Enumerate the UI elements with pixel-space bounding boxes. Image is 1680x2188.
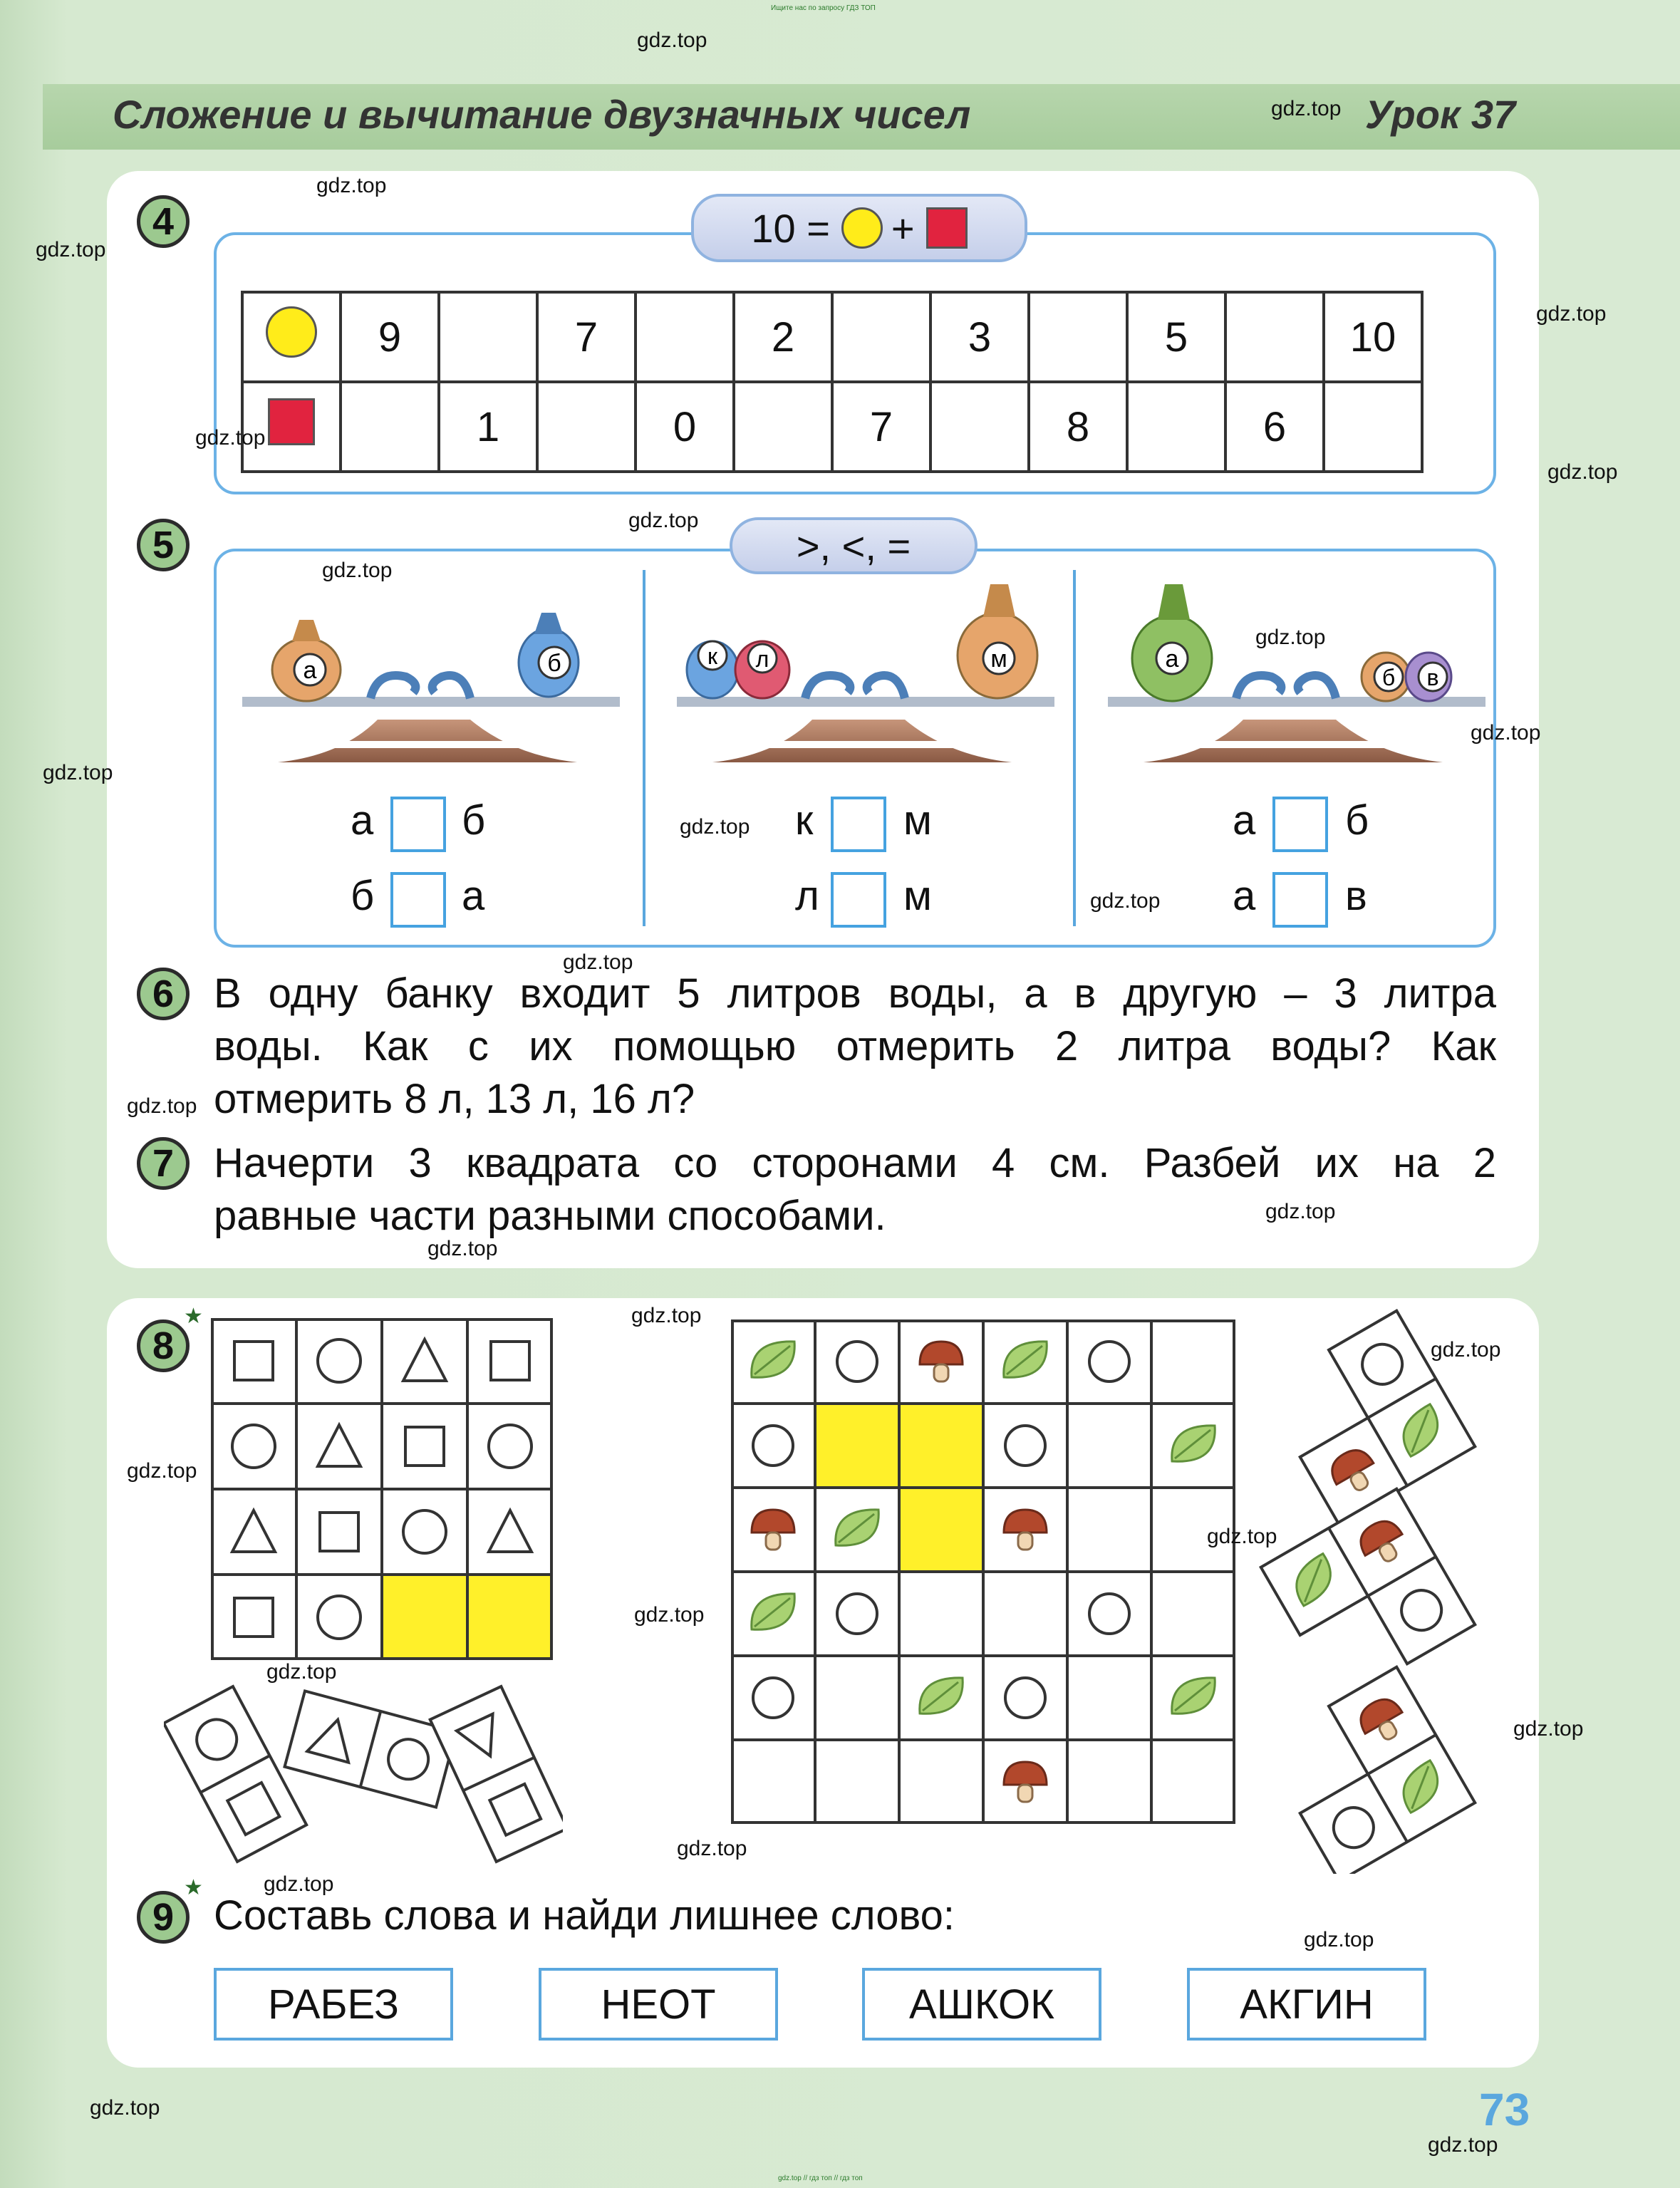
table-cell: 7 (537, 292, 636, 382)
bottom-note: gdz.top // гдз топ // гдз топ (778, 2174, 863, 2182)
table-cell: 3 (930, 292, 1029, 382)
triangle-icon (403, 1339, 446, 1381)
scale-hook-right (1298, 675, 1336, 698)
watermark: gdz.top (677, 1837, 747, 1860)
circle-icon (266, 306, 317, 358)
bag-label: к (707, 643, 717, 669)
table-cell (636, 292, 734, 382)
table-cell: 0 (636, 382, 734, 472)
star-icon: ★ (184, 1876, 203, 1899)
circle-icon (318, 1339, 361, 1382)
watermark: gdz.top (1547, 460, 1618, 484)
triangle-icon (318, 1425, 361, 1466)
task-8-left-grid (211, 1318, 553, 1660)
cmp-right: в (1345, 873, 1367, 919)
bag-label: б (547, 650, 561, 677)
bag-v (1406, 653, 1451, 701)
mushroom-icon (920, 1342, 963, 1381)
scale-3 (1108, 584, 1485, 762)
piece-triangle-circle (285, 1691, 457, 1807)
watermark: gdz.top (1536, 302, 1607, 326)
table-cell (1324, 382, 1422, 472)
row-circle-header (242, 292, 341, 382)
word-card: АШКОК (862, 1968, 1101, 2041)
square-icon (405, 1427, 444, 1466)
leaf-icon (1004, 1342, 1047, 1377)
bag-l (735, 641, 789, 698)
watermark: gdz.top (316, 174, 387, 197)
table-cell: 10 (1324, 292, 1422, 382)
bag-label: б (1381, 665, 1396, 690)
word-card: НЕОТ (539, 1968, 778, 2041)
scale-hook-right (867, 675, 905, 698)
bag-a (1132, 584, 1212, 701)
formula-plus: + (891, 205, 915, 251)
circle-icon (753, 1426, 793, 1466)
square-symbol-icon (926, 207, 968, 249)
leaf-icon (1172, 1426, 1215, 1461)
watermark: gdz.top (628, 509, 699, 532)
bag-label: а (1165, 645, 1179, 673)
word-card: РАБЕЗ (214, 1968, 453, 2041)
scale-2 (677, 584, 1054, 762)
task-6-line: воды. Как с их помощью отмерить 2 литра воды? Как (214, 1023, 1496, 1069)
filled-cell (899, 1488, 983, 1572)
page-title: Сложение и вычитание двузначных чисел (113, 92, 971, 137)
table-cell: 1 (439, 382, 537, 472)
circle-icon (837, 1342, 877, 1381)
task-7-number: 7 (137, 1137, 190, 1190)
scale-hook-right (432, 675, 470, 698)
circle-icon (318, 1596, 361, 1639)
square-icon (320, 1513, 358, 1551)
cmp-right: б (1345, 797, 1369, 844)
mushroom-icon (1004, 1510, 1047, 1550)
table-cell (832, 292, 930, 382)
table-cell (930, 382, 1029, 472)
task-6-line: отмерить 8 л, 13 л, 16 л? (214, 1076, 695, 1122)
watermark: gdz.top (266, 1660, 337, 1684)
task-8-right-pieces (1254, 1304, 1489, 1874)
table-cell: 2 (734, 292, 832, 382)
watermark: gdz.top (680, 815, 750, 839)
task-4-table (241, 291, 1424, 473)
scales-illustration (235, 570, 1489, 777)
table-cell: 7 (832, 382, 930, 472)
table-cell: 5 (1127, 292, 1225, 382)
table-cell (734, 382, 832, 472)
table-cell (1127, 382, 1225, 472)
table-cell: 8 (1029, 382, 1127, 472)
circle-icon (837, 1594, 877, 1634)
watermark: gdz.top (1255, 626, 1326, 649)
task-8-number: 8 (137, 1319, 190, 1372)
cmp-left: а (351, 797, 374, 844)
square-icon (268, 398, 315, 445)
task-5-number: 5 (137, 519, 190, 571)
triangle-icon (232, 1510, 275, 1552)
watermark: gdz.top (1513, 1717, 1584, 1741)
cmp-right: м (903, 873, 932, 919)
task-4-number: 4 (137, 195, 190, 248)
leaf-icon (920, 1678, 963, 1713)
page-number: 73 (1479, 2084, 1530, 2135)
square-icon (234, 1342, 273, 1380)
leaf-icon (1172, 1678, 1215, 1713)
watermark: gdz.top (563, 950, 633, 974)
task-8-left-pieces (164, 1667, 563, 1881)
cmp-left: а (1233, 873, 1256, 919)
task-9-number: 9 (137, 1891, 190, 1944)
task-7-text (214, 1137, 1496, 1243)
cmp-left: б (351, 873, 375, 919)
answer-box[interactable] (831, 872, 886, 928)
answer-box[interactable] (390, 872, 446, 928)
circle-icon (1005, 1426, 1045, 1466)
watermark: gdz.top (36, 238, 106, 261)
square-icon (234, 1598, 273, 1637)
task-4-formula (691, 194, 1027, 262)
mushroom-icon (752, 1510, 794, 1550)
cmp-right: м (903, 797, 932, 844)
task-7-line: Начерти 3 квадрата со сторонами 4 см. Разбей их на 2 (214, 1140, 1496, 1186)
cmp-right: б (462, 797, 486, 844)
answer-box[interactable] (831, 797, 886, 852)
watermark: gdz.top (322, 559, 393, 582)
bag-a (272, 620, 341, 701)
cmp-left: к (795, 797, 814, 844)
scale-1 (242, 613, 620, 762)
table-cell (1029, 292, 1127, 382)
piece-triangle-square (430, 1686, 563, 1862)
cmp-left: а (1233, 797, 1256, 844)
watermark: gdz.top (127, 1094, 197, 1118)
bag-b (1362, 653, 1410, 701)
lesson-label: Урок 37 (1365, 92, 1516, 137)
bag-label: а (303, 657, 317, 684)
task-6-text (214, 968, 1496, 1126)
scale-hook-left (370, 675, 415, 698)
watermark: gdz.top (1090, 889, 1161, 913)
circle-icon (753, 1678, 793, 1718)
watermark: gdz.top (127, 1459, 197, 1483)
table-cell (537, 382, 636, 472)
task-5-signs: >, <, = (730, 517, 978, 574)
formula-left: 10 = (751, 205, 830, 251)
watermark: gdz.top (43, 761, 113, 784)
circle-icon (403, 1510, 446, 1553)
word-card: АКГИН (1187, 1968, 1426, 2041)
bag-m (958, 584, 1037, 698)
table-cell (439, 292, 537, 382)
task-9-prompt: Составь слова и найди лишнее слово: (214, 1892, 955, 1939)
scale-slot (306, 741, 541, 748)
circle-icon (232, 1425, 275, 1468)
circle-icon (489, 1425, 532, 1468)
watermark: gdz.top (195, 426, 266, 450)
square-icon (491, 1342, 529, 1380)
task-7-line: равные части разными способами. (214, 1193, 886, 1239)
top-note: Ищите нас по запросу ГДЗ ТОП (771, 4, 876, 12)
watermark: gdz.top (637, 28, 707, 52)
cmp-right: а (462, 873, 485, 919)
answer-box[interactable] (1272, 797, 1328, 852)
cmp-left: л (795, 873, 819, 919)
bag-label: л (755, 646, 769, 672)
watermark: gdz.top (634, 1603, 705, 1627)
watermark: gdz.top (427, 1237, 498, 1260)
task-6-line: В одну банку входит 5 литров воды, а в другую – 3 литра (214, 970, 1496, 1017)
piece-circle-square (164, 1686, 306, 1862)
watermark: gdz.top (1271, 97, 1342, 120)
answer-box[interactable] (1272, 872, 1328, 928)
circle-icon (1005, 1678, 1045, 1718)
circle-icon (1089, 1342, 1129, 1381)
watermark: gdz.top (1207, 1525, 1277, 1548)
watermark: gdz.top (1431, 1338, 1501, 1362)
piece-l-shape (1261, 1667, 1476, 1874)
answer-box[interactable] (390, 797, 446, 852)
piece-l-shape (1261, 1489, 1476, 1704)
watermark: gdz.top (1428, 2133, 1498, 2157)
table-cell: 6 (1225, 382, 1324, 472)
triangle-icon (489, 1510, 532, 1552)
watermark: gdz.top (631, 1304, 702, 1327)
bag-label: м (990, 645, 1007, 673)
scale-slot (1172, 741, 1407, 748)
table-cell: 9 (341, 292, 439, 382)
bag-k (687, 641, 738, 698)
circle-icon (1089, 1594, 1129, 1634)
star-icon: ★ (184, 1305, 203, 1328)
circle-symbol-icon (841, 207, 883, 249)
scale-hook-left (1236, 675, 1281, 698)
scale-slot (741, 741, 976, 748)
leaf-icon (836, 1510, 878, 1545)
watermark: gdz.top (1471, 721, 1541, 745)
watermark: gdz.top (1265, 1200, 1336, 1223)
leaf-icon (752, 1342, 794, 1377)
table-cell (341, 382, 439, 472)
bag-b (519, 613, 579, 697)
task-8-right-grid (731, 1319, 1235, 1824)
bag-label: в (1426, 665, 1439, 690)
watermark: gdz.top (264, 1872, 334, 1896)
task-6-number: 6 (137, 968, 190, 1020)
table-cell (1225, 292, 1324, 382)
leaf-icon (752, 1594, 794, 1629)
scale-hook-left (805, 675, 850, 698)
watermark: gdz.top (90, 2096, 160, 2120)
watermark: gdz.top (1304, 1928, 1374, 1951)
mushroom-icon (1004, 1762, 1047, 1802)
